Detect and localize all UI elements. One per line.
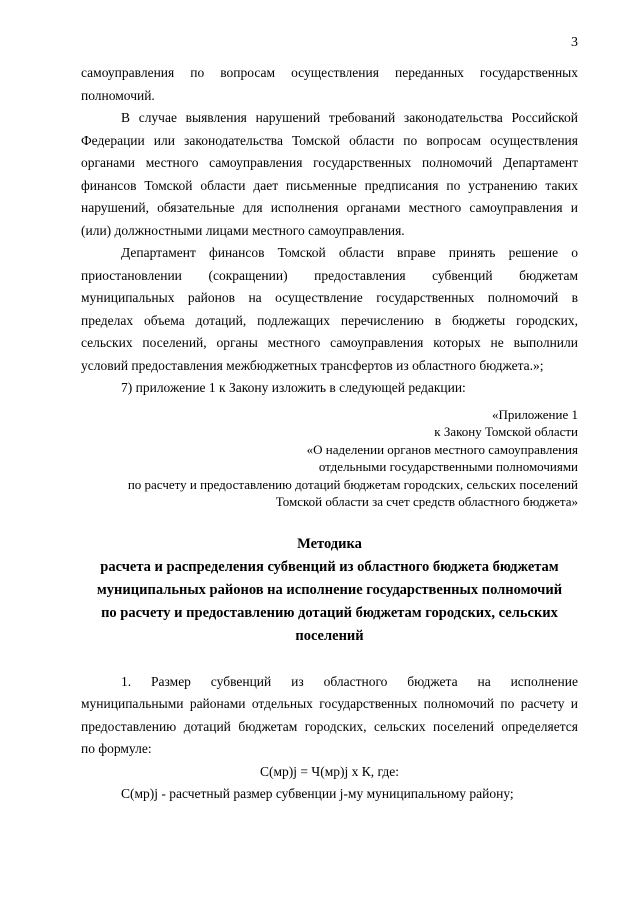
paragraph-line: Федерации или законодательства Томской области по вопросам осуществления	[81, 132, 578, 148]
definition-line: С(мр)j - расчетный размер субвенции j-му муниципальному району;	[121, 786, 514, 801]
paragraph-line: 1. Размер субвенций из областного бюджета на исполнение	[121, 673, 578, 689]
paragraph-line: самоуправления по вопросам осуществления переданных государственных	[81, 65, 578, 80]
paragraph-line: муниципальных районов на осуществление государственных полномочий в	[81, 290, 578, 305]
paragraph-line: пределах объема дотаций, подлежащих перечислению в бюджеты городских,	[81, 312, 578, 328]
title-line: по расчету и предоставлению дотаций бюджетам городских, сельских	[101, 604, 558, 621]
page-number: 3	[571, 35, 578, 50]
paragraph-line: условий предоставления межбюджетных трансфертов из областного бюджета.»;	[81, 357, 544, 373]
appendix-line: «Приложение 1	[491, 406, 578, 422]
paragraph-line: 7) приложение 1 к Закону изложить в следующей редакции:	[121, 380, 466, 395]
paragraph-line: по формуле:	[81, 741, 152, 756]
appendix-header	[81, 406, 578, 511]
appendix-line: по расчету и предоставлению дотаций бюджетам городских, сельских поселений	[127, 476, 578, 492]
title-line: Методика	[297, 535, 362, 552]
title-line: муниципальных районов на исполнение государственных полномочий	[96, 581, 563, 598]
appendix-line: отдельными государственными полномочиями	[318, 459, 578, 474]
paragraph-line: Департамент финансов Томской области вправе принять решение о	[121, 245, 578, 260]
title-line: расчета и распределения субвенций из областного бюджета бюджетам	[100, 558, 559, 575]
paragraph-line: В случае выявления нарушений требований законодательства Российской	[121, 110, 578, 125]
paragraph-line: нарушений, обязательные для исполнения органами местного самоуправления и	[81, 200, 578, 215]
title-line: поселений	[295, 627, 364, 644]
appendix-line: «О наделении органов местного самоуправления	[306, 441, 578, 457]
item-1	[81, 671, 578, 761]
paragraph-line: органами местного самоуправления государственных полномочий Департамент	[81, 155, 578, 170]
formula: С(мр)j = Ч(мр)j x К, где:	[260, 763, 399, 779]
appendix-line: Томской области за счет средств областного бюджета»	[275, 494, 578, 509]
paragraph-line: предоставлению дотаций бюджетам городских, сельских поселений определяется	[81, 718, 578, 734]
appendix-line: к Закону Томской области	[434, 424, 578, 439]
paragraph-line: полномочий.	[81, 87, 155, 103]
methodology-title	[81, 533, 578, 648]
paragraph-line: финансов Томской области дает письменные предписания по устранению таких	[81, 177, 578, 193]
paragraph-line: сельских поселений, органы местного самоуправления которых не выполнили	[81, 335, 578, 350]
document-body	[81, 62, 578, 806]
paragraph-line: (или) должностными лицами местного самоуправления.	[81, 222, 405, 238]
paragraph-line: муниципальными районами отдельных государственных полномочий по расчету и	[81, 696, 578, 711]
paragraph-line: приостановлении (сокращении) предоставления субвенций бюджетам	[81, 267, 578, 283]
